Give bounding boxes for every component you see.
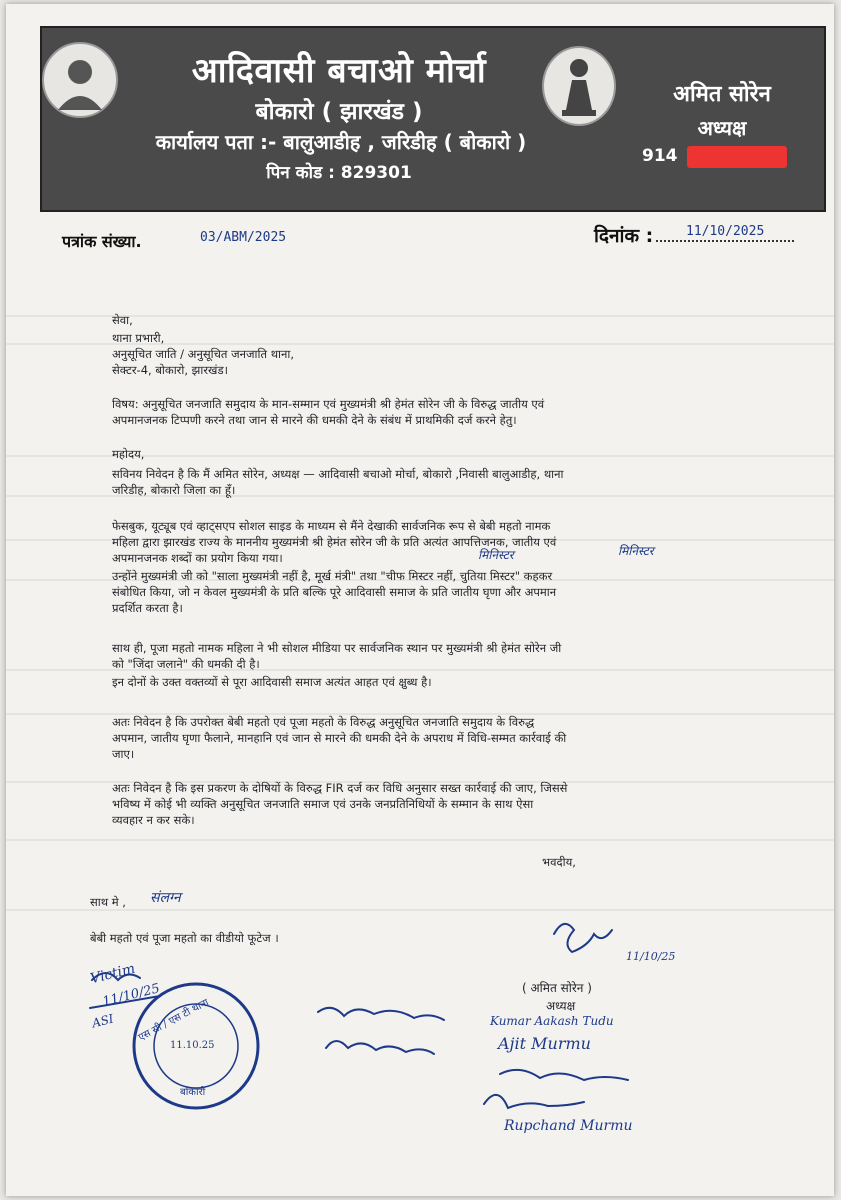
closing: भवदीय, xyxy=(542,855,576,869)
received-note-3: ASI xyxy=(90,1011,116,1031)
enclosure-handwritten: संलग्न xyxy=(150,890,181,906)
para2-line-1: फेसबुक, यूट्यूब एवं व्हाट्सएप सोशल साइड के माध्यम से मैंने देखाकी सार्वजनिक रूप से बेबी महतो नामक xyxy=(112,519,551,533)
subject-line-1: विषय: अनुसूचित जनजाति समुदाय के मान-सम्मान एवं मुख्यमंत्री श्री हेमंत सोरेन जी के विरुद्ध जातीय एवं xyxy=(112,397,545,411)
enclosure-item: बेबी महतो एवं पूजा महतो का वीडीयो फूटेज । xyxy=(90,931,279,945)
stamp-ring-text: एस सी / एस टी थाना xyxy=(136,997,211,1044)
pin-code: पिन कोड : 829301 xyxy=(266,163,412,183)
org-title: आदिवासी बचाओ मोर्चा xyxy=(191,51,487,91)
member-signature-2 xyxy=(326,1041,434,1054)
handwritten-correction-2: मिनिस्टर xyxy=(618,544,654,558)
org-city: बोकारो ( झारखंड ) xyxy=(255,99,423,125)
enclosure-label: साथ मे , xyxy=(90,895,126,909)
recipient-office: अनुसूचित जाति / अनुसूचित जनजाति थाना, xyxy=(112,347,295,361)
para5-line-1: अतः निवेदन है कि इस प्रकरण के दोषियों के विरुद्ध FIR दर्ज कर विधि अनुसार सख्त कार्रवाई की जाए, जिससे xyxy=(112,781,568,795)
stamp-date: 11.10.25 xyxy=(170,1040,215,1051)
subject-line-2: अपमानजनक टिप्पणी करने तथा जान से मारने की धमकी देने के संबंध में प्राथमिकी दर्ज करने हेतु। xyxy=(112,413,517,427)
letter-page xyxy=(6,4,834,1196)
para5-line-3: व्यवहार न कर सके। xyxy=(112,813,195,827)
para1-line-2: जरिडीह, बोकारो जिला का हूँ। xyxy=(112,483,236,497)
para4-line-3: जाए। xyxy=(112,747,135,761)
received-note-2: 11/10/25 xyxy=(101,981,162,1010)
para5-line-2: भविष्य में कोई भी व्यक्ति अनुसूचित जनजाति समाज एवं उनके जनप्रतिनिधियों के सम्मान के साथ ऐसा xyxy=(112,797,534,811)
member-name-3: Rupchand Murmu xyxy=(504,1118,633,1134)
president-role: अध्यक्ष xyxy=(697,116,747,140)
para2-line-2: महिला द्वारा झारखंड राज्य के माननीय मुख्यमंत्री श्री हेमंत सोरेन जी के प्रति अत्यंत आपत्तिजनक, जातीय एवं xyxy=(112,535,557,549)
member-signature-3 xyxy=(500,1070,628,1080)
handwriting-layer xyxy=(6,4,834,1196)
signatory-name: ( अमित सोरेन ) xyxy=(522,981,592,995)
para2-line-3: अपमानजनक शब्दों का प्रयोग किया गया। xyxy=(112,551,283,565)
date-value: 11/10/2025 xyxy=(686,224,765,239)
phone-number: 914 xyxy=(642,146,678,166)
para4-line-1: अतः निवेदन है कि उपरोक्त बेबी महतो एवं पूजा महतो के विरुद्ध अनुसूचित जनजाति समुदाय के विरुद्ध xyxy=(112,715,535,729)
para1-line-1: सविनय निवेदन है कि मैं अमित सोरेन, अध्यक्ष — आदिवासी बचाओ मोर्चा, बोकारो ,निवासी बालुआडीह, थाना xyxy=(112,467,564,481)
para3-line-3: इन दोनों के उक्त वक्तव्यों से पूरा आदिवासी समाज अत्यंत आहत एवं क्षुब्ध है। xyxy=(112,675,432,689)
member-signature-1 xyxy=(318,1008,444,1020)
salutation-line: सेवा, xyxy=(112,313,133,327)
member-name-1: Kumar Aakash Tudu xyxy=(490,1014,614,1028)
received-note-1: Victim xyxy=(88,960,137,988)
handwritten-correction-1: मिनिस्टर xyxy=(478,548,514,562)
para2-line-5: संबोधित किया, जो न केवल मुख्यमंत्री के प्रति बल्कि पूरे आदिवासी समाज के प्रति जातीय घृणा और अपमान xyxy=(112,585,557,599)
para2-line-6: प्रदर्शित करता है। xyxy=(112,601,183,615)
president-signature xyxy=(554,924,612,952)
greeting: महोदय, xyxy=(112,447,145,461)
reference-label: पत्रांक संख्या. xyxy=(62,232,142,251)
stamp-place: बोकारो xyxy=(180,1087,206,1098)
member-name-2: Ajit Murmu xyxy=(498,1034,591,1053)
para3-line-1: साथ ही, पूजा महतो नामक महिला ने भी सोशल मीडिया पर सार्वजनिक स्थान पर मुख्यमंत्री श्री हेमंत सोरेन जी xyxy=(112,641,562,655)
para4-line-2: अपमान, जातीय घृणा फैलाने, मानहानि एवं जान से मारने की धमकी देने के अपराध में विधि-सम्मत कार्रवाई की xyxy=(112,731,567,745)
reference-number: 03/ABM/2025 xyxy=(200,230,287,245)
recipient-title: थाना प्रभारी, xyxy=(112,331,165,345)
sign-date: 11/10/25 xyxy=(626,950,676,963)
office-address: कार्यालय पता :- बालुआडीह , जरिडीह ( बोकारो ) xyxy=(155,130,527,154)
recipient-address: सेक्टर-4, बोकारो, झारखंड। xyxy=(112,363,228,377)
para3-line-2: को "जिंदा जलाने" की धमकी दी है। xyxy=(112,657,260,671)
president-name: अमित सोरेन xyxy=(673,82,771,107)
member-signature-4 xyxy=(484,1095,584,1108)
date-label: दिनांक : xyxy=(594,225,654,247)
para2-line-4: उन्होंने मुख्यमंत्री जी को "साला मुख्यमंत्री नहीं है, मूर्ख मंत्री" तथा "चीफ मिस्टर नहीं, चुतिया मिस्टर" कहकर xyxy=(112,569,553,583)
signatory-role: अध्यक्ष xyxy=(546,999,576,1013)
